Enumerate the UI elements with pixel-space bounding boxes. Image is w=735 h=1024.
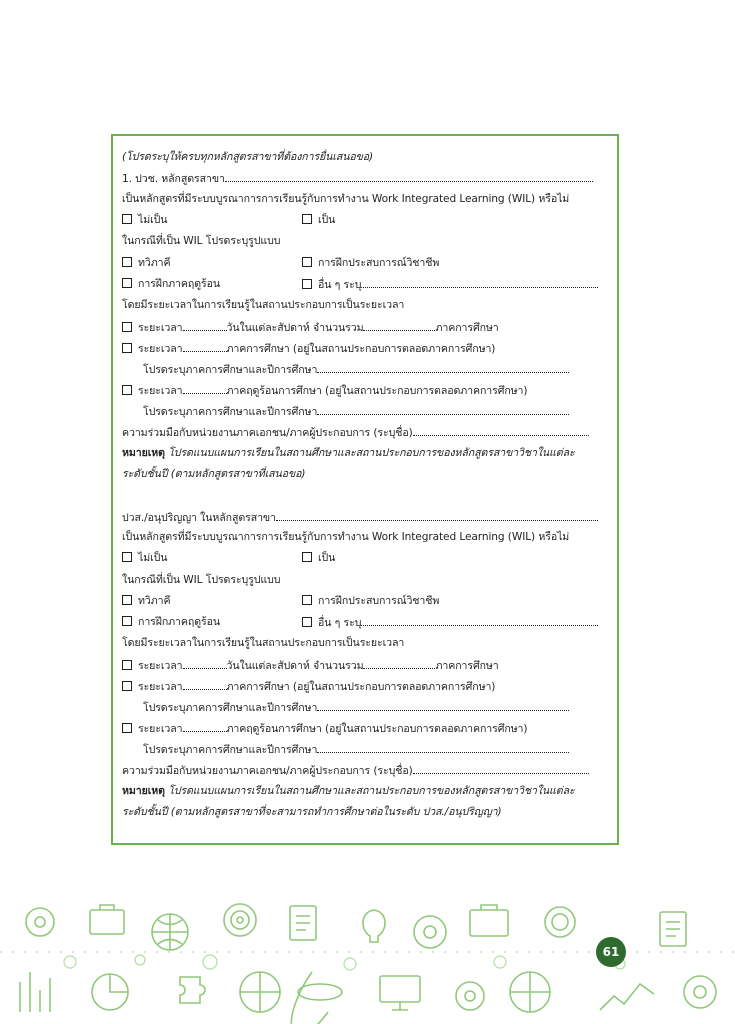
cooperation-field[interactable] [413, 425, 589, 436]
section1-type-row1 [122, 256, 612, 270]
checkbox[interactable] [302, 257, 312, 267]
period-label: ระยะเวลา [138, 660, 183, 672]
section2-wil-options [122, 551, 612, 565]
bar-chart-icon [20, 972, 50, 1012]
days-field[interactable] [183, 320, 227, 331]
section1-period3-sub [122, 404, 569, 419]
section2-remark [122, 784, 575, 798]
other-field[interactable] [361, 277, 598, 288]
option-experience: การฝึกประสบการณ์วิชาชีพ [318, 257, 440, 269]
option-other: อื่น ๆ ระบุ [318, 617, 362, 629]
section1-field[interactable] [225, 171, 593, 182]
section2-field[interactable] [276, 510, 598, 521]
section1-remark-2: ระดับชั้นปี (ตามหลักสูตรสาขาที่เสนอขอ) [122, 468, 306, 480]
section2-period-intro: โดยมีระยะเวลาในการเรียนรู้ในสถานประกอบการเป็นระยะเวลา [122, 637, 405, 649]
specify-label: โปรดระบุภาคการศึกษาและปีการศึกษา [143, 364, 318, 376]
option-summer: การฝึกภาคฤดูร้อน [138, 616, 220, 628]
checkbox[interactable] [302, 617, 312, 627]
target-icon [224, 904, 256, 936]
period-label: ระยะเวลา [138, 723, 183, 735]
section1-period2 [122, 341, 495, 356]
gear-icon [26, 908, 54, 936]
total-field[interactable] [363, 658, 435, 669]
section2-type-row2 [122, 615, 612, 629]
checkbox[interactable] [122, 385, 132, 395]
checkbox[interactable] [302, 595, 312, 605]
semester-desc: ภาคการศึกษา (อยู่ในสถานประกอบการตลอดภาคการศึกษา) [226, 343, 496, 355]
checkbox[interactable] [122, 595, 132, 605]
instruction-note: (โปรดระบุให้ครบทุกหลักสูตรสาขาที่ต้องการยื่นเสนอขอ) [122, 151, 374, 163]
section1-wil-options [122, 213, 612, 227]
monitor-icon [380, 976, 420, 1002]
checkbox[interactable] [302, 214, 312, 224]
semester-count-field[interactable] [183, 679, 227, 690]
checkbox[interactable] [122, 343, 132, 353]
semester-count-field[interactable] [183, 341, 227, 352]
section1-wil-question: เป็นหลักสูตรที่มีระบบบูรณาการการเรียนรู้กับการทำงาน Work Integrated Learning (WIL) หรือไม่ [122, 193, 570, 205]
remark-label: หมายเหตุ [122, 447, 165, 459]
semester-label: ภาคการศึกษา [435, 660, 499, 672]
checkbox[interactable] [122, 723, 132, 733]
section1-if-wil: ในกรณีที่เป็น WIL โปรดระบุรูปแบบ [122, 235, 281, 247]
days-per-week-label: วันในแต่ละสัปดาห์ จำนวนรวม [226, 660, 364, 672]
checkbox[interactable] [122, 214, 132, 224]
section2-period3-sub [122, 742, 569, 757]
chart-line-icon [600, 984, 654, 1010]
option-experience: การฝึกประสบการณ์วิชาชีพ [318, 595, 440, 607]
target-icon [545, 907, 575, 937]
decorative-icon-pattern [0, 892, 735, 1024]
gear-icon [414, 916, 446, 948]
checkbox[interactable] [122, 616, 132, 626]
option-summer: การฝึกภาคฤดูร้อน [138, 278, 220, 290]
specify-label: โปรดระบุภาคการศึกษาและปีการศึกษา [143, 406, 318, 418]
atom-icon [298, 984, 342, 1000]
section1-period-intro: โดยมีระยะเวลาในการเรียนรู้ในสถานประกอบการเป็นระยะเวลา [122, 299, 405, 311]
section2-remark-2: ระดับชั้นปี (ตามหลักสูตรสาขาที่จะสามารถทำการศึกษาต่อในระดับ ปวส./อนุปริญญา) [122, 806, 502, 818]
briefcase-icon [90, 910, 124, 934]
checkbox[interactable] [122, 278, 132, 288]
semester-label: ภาคการศึกษา [435, 322, 499, 334]
summer-desc: ภาคฤดูร้อนการศึกษา (อยู่ในสถานประกอบการตลอดภาคการศึกษา) [226, 385, 528, 397]
section1-remark [122, 446, 575, 460]
summer-count-field[interactable] [183, 721, 227, 732]
section1-period3 [122, 383, 527, 398]
option-other: อื่น ๆ ระบุ [318, 279, 362, 291]
checkbox[interactable] [122, 681, 132, 691]
cooperation-label: ความร่วมมือกับหน่วยงานภาคเอกชน/ภาคผู้ประกอบการ (ระบุชื่อ) [122, 427, 413, 439]
specify-field[interactable] [317, 700, 569, 711]
checkbox[interactable] [302, 279, 312, 289]
checkbox[interactable] [302, 552, 312, 562]
checkbox[interactable] [122, 552, 132, 562]
specify-label: โปรดระบุภาคการศึกษาและปีการศึกษา [143, 744, 318, 756]
gear-icon [456, 982, 484, 1010]
period-label: ระยะเวลา [138, 343, 183, 355]
remark-label: หมายเหตุ [122, 785, 165, 797]
checkbox[interactable] [122, 257, 132, 267]
page-number-badge: 61 [596, 937, 626, 967]
option-dual: ทวิภาคี [138, 257, 171, 269]
checkbox[interactable] [122, 322, 132, 332]
section2-type-row1 [122, 594, 612, 608]
section1-cooperation [122, 425, 589, 440]
section2-period2-sub [122, 700, 569, 715]
lightbulb-icon [363, 910, 385, 942]
remark-text: โปรดแนบแผนการเรียนในสถานศึกษาและสถานประกอบการของหลักสูตรสาขาวิชาในแต่ละ [168, 785, 575, 797]
section2-period2 [122, 679, 495, 694]
specify-field[interactable] [317, 362, 569, 373]
briefcase-icon [470, 910, 508, 936]
specify-label: โปรดระบุภาคการศึกษาและปีการศึกษา [143, 702, 318, 714]
section2-period3 [122, 721, 527, 736]
section1-period1 [122, 320, 499, 335]
section1-type-row2 [122, 277, 612, 291]
days-field[interactable] [183, 658, 227, 669]
section2-if-wil: ในกรณีที่เป็น WIL โปรดระบุรูปแบบ [122, 574, 281, 586]
checkbox[interactable] [122, 660, 132, 670]
section1-period2-sub [122, 362, 569, 377]
gear-icon [684, 976, 716, 1008]
specify-field[interactable] [317, 404, 569, 415]
option-no: ไม่เป็น [138, 214, 168, 226]
section2-heading: ปวส./อนุปริญญา ในหลักสูตรสาขา [122, 512, 276, 524]
specify-field[interactable] [317, 742, 569, 753]
option-yes: เป็น [318, 552, 336, 564]
other-field[interactable] [361, 615, 598, 626]
section2-cooperation [122, 763, 589, 778]
period-label: ระยะเวลา [138, 385, 183, 397]
total-field[interactable] [363, 320, 435, 331]
cooperation-field[interactable] [413, 763, 589, 774]
option-no: ไม่เป็น [138, 552, 168, 564]
semester-desc: ภาคการศึกษา (อยู่ในสถานประกอบการตลอดภาคการศึกษา) [226, 681, 496, 693]
cooperation-label: ความร่วมมือกับหน่วยงานภาคเอกชน/ภาคผู้ประกอบการ (ระบุชื่อ) [122, 765, 413, 777]
remark-text: โปรดแนบแผนการเรียนในสถานศึกษาและสถานประกอบการของหลักสูตรสาขาวิชาในแต่ละ [168, 447, 575, 459]
section2-period1 [122, 658, 499, 673]
summer-count-field[interactable] [183, 383, 227, 394]
section1-heading-line [122, 171, 593, 186]
summer-desc: ภาคฤดูร้อนการศึกษา (อยู่ในสถานประกอบการตลอดภาคการศึกษา) [226, 723, 528, 735]
option-yes: เป็น [318, 214, 336, 226]
section1-heading: 1. ปวช. หลักสูตรสาขา [122, 173, 225, 185]
puzzle-icon [180, 977, 205, 1003]
section2-heading-line [122, 510, 598, 525]
period-label: ระยะเวลา [138, 322, 183, 334]
days-per-week-label: วันในแต่ละสัปดาห์ จำนวนรวม [226, 322, 364, 334]
period-label: ระยะเวลา [138, 681, 183, 693]
section2-wil-question: เป็นหลักสูตรที่มีระบบบูรณาการการเรียนรู้กับการทำงาน Work Integrated Learning (WIL) หรือไม่ [122, 531, 570, 543]
option-dual: ทวิภาคี [138, 595, 171, 607]
